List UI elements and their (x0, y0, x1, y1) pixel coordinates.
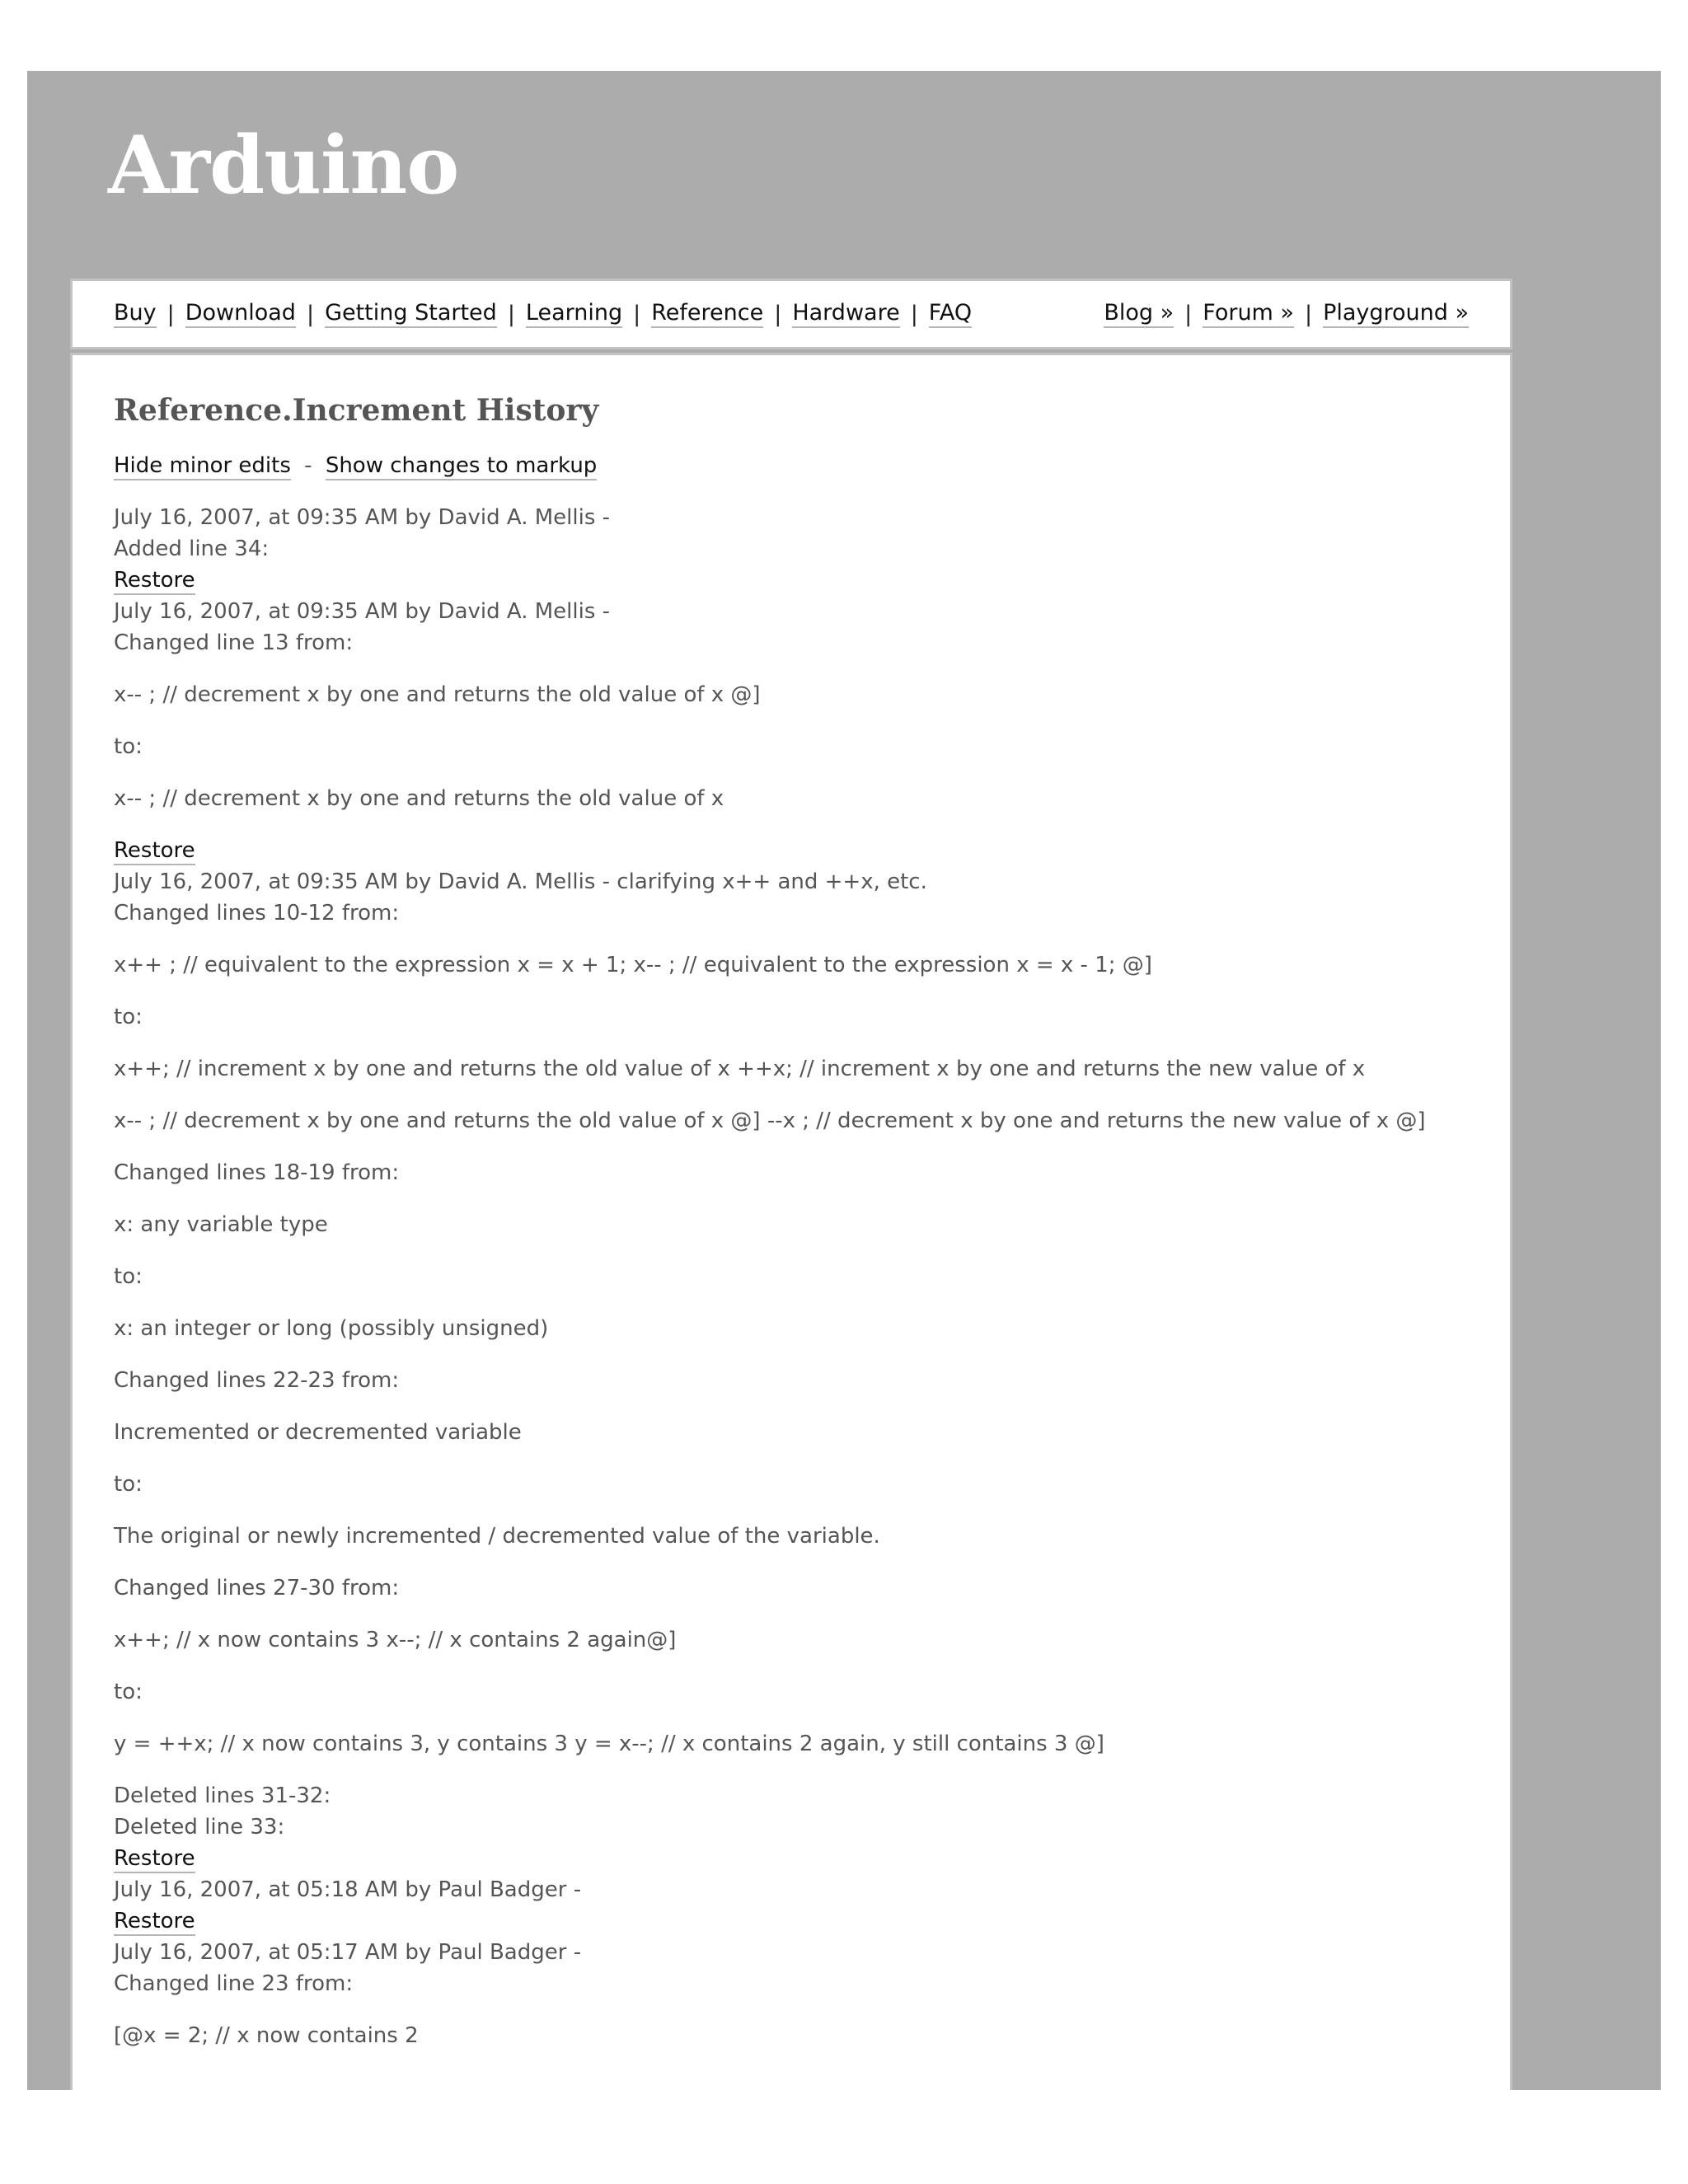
diff-new-text: x: an integer or long (possibly unsigned) (114, 1316, 549, 1341)
nav-separator: | (507, 301, 515, 327)
diff-new-text: x-- ; // decrement x by one and returns the old value of x (114, 786, 724, 811)
nav-link-playground[interactable]: Playground » (1323, 301, 1469, 328)
entry-header: July 16, 2007, at 05:18 AM by Paul Badger - (114, 1877, 582, 1902)
restore-link[interactable]: Restore (114, 838, 195, 865)
diff-to-label: to: (114, 1680, 143, 1704)
diff-new-text: y = ++x; // x now contains 3, y contains 3 y = x--; // x contains 2 again, y still contains 3 @] (114, 1732, 1104, 1756)
restore-link[interactable]: Restore (114, 1846, 195, 1873)
diff-old-text: x-- ; // decrement x by one and returns the old value of x @] (114, 682, 761, 707)
diff-to-label: to: (114, 1472, 143, 1497)
history-entry (114, 502, 1469, 596)
nav-link-faq[interactable]: FAQ (929, 301, 972, 328)
nav-link-reference[interactable]: Reference (651, 301, 763, 328)
history-actions (114, 450, 1469, 481)
nav-separator: | (166, 301, 175, 327)
nav-link-blog[interactable]: Blog » (1104, 301, 1174, 328)
nav-separator: | (633, 301, 641, 327)
history-entry (114, 596, 1469, 866)
diff-old-text: x++; // x now contains 3 x--; // x contains 2 again@] (114, 1628, 677, 1652)
nav-main-links (114, 281, 972, 347)
change-description: Deleted line 33: (114, 1815, 285, 1840)
nav-link-forum[interactable]: Forum » (1203, 301, 1294, 328)
history-entry (114, 1937, 1469, 2051)
nav-link-buy[interactable]: Buy (114, 301, 157, 328)
diff-new-text: x++; // increment x by one and returns the old value of x ++x; // increment x by one and returns the new value of x (114, 1057, 1366, 1081)
entry-header: July 16, 2007, at 09:35 AM by David A. Mellis - clarifying x++ and ++x, etc. (114, 869, 927, 894)
hide-minor-edits-link[interactable]: Hide minor edits (114, 453, 291, 480)
diff-to-label: to: (114, 1005, 143, 1029)
diff-old-text: x: any variable type (114, 1212, 328, 1237)
change-description: Changed lines 27-30 from: (114, 1576, 400, 1601)
diff-old-text: [@x = 2; // x now contains 2 (114, 2023, 419, 2048)
nav-link-hardware[interactable]: Hardware (792, 301, 899, 328)
nav-separator: | (306, 301, 315, 327)
history-entry (114, 1874, 1469, 1937)
change-description: Changed lines 10-12 from: (114, 901, 400, 926)
content-area (70, 353, 1512, 2090)
nav-separator: | (910, 301, 918, 327)
change-description: Changed line 23 from: (114, 1971, 354, 1996)
site-title: Arduino (108, 119, 459, 212)
entry-header: July 16, 2007, at 05:17 AM by Paul Badger - (114, 1940, 582, 1965)
diff-old-text: x++ ; // equivalent to the expression x = x + 1; x-- ; // equivalent to the expression x = x - 1; @] (114, 953, 1152, 977)
nav-separator: | (1184, 301, 1193, 327)
nav-link-learning[interactable]: Learning (526, 301, 622, 328)
history-entry (114, 866, 1469, 1874)
nav-link-getting-started[interactable]: Getting Started (325, 301, 497, 328)
change-description: Changed lines 22-23 from: (114, 1368, 400, 1393)
nav-community-links (1104, 281, 1469, 347)
nav-link-download[interactable]: Download (185, 301, 296, 328)
diff-old-text: Incremented or decremented variable (114, 1420, 522, 1445)
change-description: Changed line 13 from: (114, 630, 354, 655)
change-description: Changed lines 18-19 from: (114, 1160, 400, 1185)
show-markup-changes-link[interactable]: Show changes to markup (326, 453, 597, 480)
diff-to-label: to: (114, 1264, 143, 1289)
diff-to-label: to: (114, 734, 143, 759)
page-background (27, 71, 1661, 2090)
restore-link[interactable]: Restore (114, 1909, 195, 1936)
nav-bar (70, 279, 1512, 349)
entry-header: July 16, 2007, at 09:35 AM by David A. Mellis - (114, 505, 611, 530)
diff-new-text: x-- ; // decrement x by one and returns the old value of x @] --x ; // decrement x by one and returns the new value of x @] (114, 1108, 1426, 1133)
entry-header: July 16, 2007, at 09:35 AM by David A. Mellis - (114, 599, 611, 624)
change-description: Added line 34: (114, 537, 270, 561)
action-separator: - (304, 453, 312, 478)
nav-separator: | (1304, 301, 1313, 327)
nav-separator: | (774, 301, 782, 327)
change-description: Deleted lines 31-32: (114, 1783, 331, 1808)
diff-new-text: The original or newly incremented / decremented value of the variable. (114, 1524, 880, 1549)
restore-link[interactable]: Restore (114, 568, 195, 595)
page-title: Reference.Increment History (114, 393, 599, 428)
